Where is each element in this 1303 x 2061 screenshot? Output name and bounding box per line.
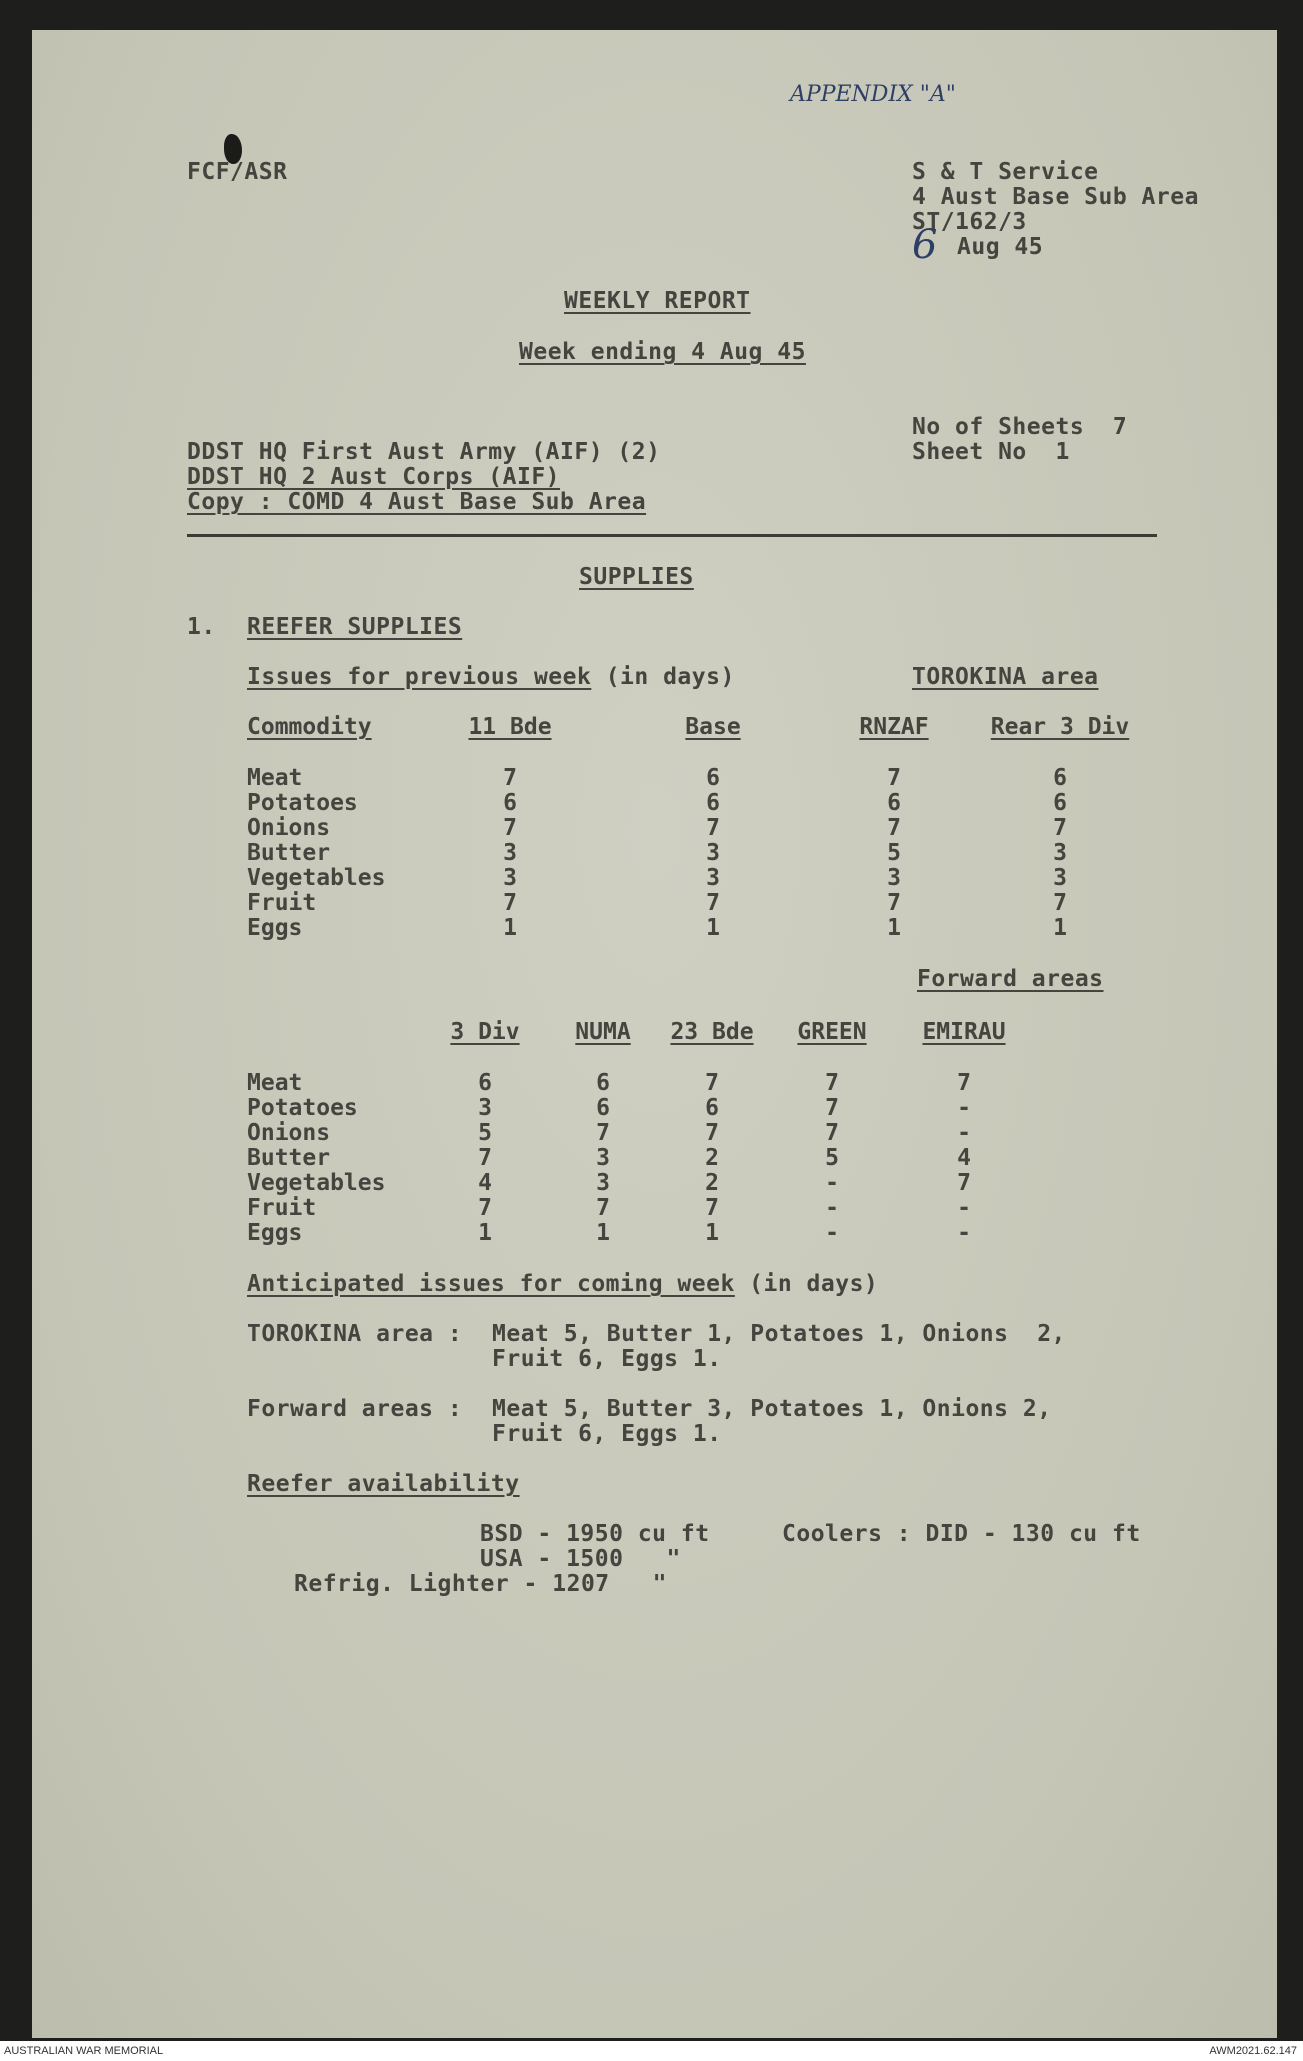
- table2-row-label: Potatoes: [247, 1095, 358, 1121]
- table1-cell: 3: [706, 865, 720, 891]
- table1-row-label: Butter: [247, 840, 331, 866]
- table2-cell: 6: [596, 1070, 610, 1096]
- table2-cell: 1: [596, 1220, 610, 1246]
- table2-cell: -: [825, 1170, 839, 1196]
- table1-header: Rear 3 Div: [990, 714, 1130, 740]
- table1-header: RNZAF: [859, 714, 929, 740]
- anticipated-heading-suffix: (in days): [734, 1271, 879, 1297]
- table2-row-label: Butter: [247, 1145, 331, 1171]
- table2-cell: 6: [478, 1070, 492, 1096]
- torokina-label: TOROKINA area :: [247, 1321, 463, 1347]
- table2-cell: 7: [957, 1170, 971, 1196]
- coolers-line: Coolers : DID - 130 cu ft: [782, 1521, 1141, 1547]
- table1-cell: 7: [887, 765, 901, 791]
- table1-cell: 1: [887, 915, 901, 941]
- header-area: 4 Aust Base Sub Area: [912, 184, 1199, 210]
- issues-heading-suffix: (in days): [591, 664, 735, 690]
- header-service: S & T Service: [912, 159, 1099, 185]
- table1-cell: 3: [503, 840, 517, 866]
- table1-header: 11 Bde: [468, 714, 552, 740]
- reefer-line: USA - 1500 ": [480, 1546, 681, 1572]
- sheet-count: No of Sheets 7: [912, 414, 1128, 440]
- table1-row-label: Meat: [247, 765, 303, 791]
- table1-cell: 1: [503, 915, 517, 941]
- table2-header: EMIRAU: [922, 1019, 1006, 1045]
- table2-cell: -: [957, 1195, 971, 1221]
- table2-cell: 5: [825, 1145, 839, 1171]
- table2-row-label: Eggs: [247, 1220, 303, 1246]
- table1-cell: 7: [503, 890, 517, 916]
- table2-cell: 4: [957, 1145, 971, 1171]
- header-file-ref: ST/162/3: [912, 209, 1027, 235]
- table2-cell: 2: [705, 1145, 719, 1171]
- table2-cell: 7: [705, 1195, 719, 1221]
- table2-cell: 5: [478, 1120, 492, 1146]
- forward-line: Meat 5, Butter 3, Potatoes 1, Onions 2,: [492, 1396, 1052, 1422]
- recipient-line: DDST HQ 2 Aust Corps (AIF): [187, 464, 561, 490]
- table2-header: NUMA: [575, 1019, 631, 1045]
- recipient-line: Copy : COMD 4 Aust Base Sub Area: [187, 489, 647, 515]
- table2-cell: -: [957, 1095, 971, 1121]
- week-ending: Week ending 4 Aug 45: [519, 339, 806, 365]
- table2-row-label: Meat: [247, 1070, 303, 1096]
- table1-cell: 3: [503, 865, 517, 891]
- table2-cell: 7: [478, 1145, 492, 1171]
- table2-cell: 2: [705, 1170, 719, 1196]
- table1-cell: 7: [706, 890, 720, 916]
- torokina-line: Meat 5, Butter 1, Potatoes 1, Onions 2,: [492, 1321, 1066, 1347]
- table2-cell: 7: [825, 1095, 839, 1121]
- table1-row-label: Eggs: [247, 915, 303, 941]
- header-date: Aug 45: [957, 234, 1044, 260]
- table1-cell: 6: [503, 790, 517, 816]
- reefer-line: Refrig. Lighter - 1207 ": [294, 1571, 668, 1597]
- forward-areas-heading: Forward areas: [917, 966, 1104, 992]
- table1-cell: 7: [1053, 815, 1067, 841]
- footer-left: AUSTRALIAN WAR MEMORIAL: [4, 2045, 164, 2057]
- table2-header: 23 Bde: [670, 1019, 754, 1045]
- item-number: 1.: [187, 614, 216, 640]
- table2-cell: 3: [596, 1145, 610, 1171]
- archive-footer: [0, 2041, 1303, 2061]
- table1-cell: 7: [887, 890, 901, 916]
- table2-cell: -: [825, 1220, 839, 1246]
- recipient-line: DDST HQ First Aust Army (AIF) (2): [187, 439, 661, 465]
- table2-cell: 4: [478, 1170, 492, 1196]
- table1-row-label: Vegetables: [247, 865, 386, 891]
- reefer-heading: Reefer availability: [247, 1471, 520, 1497]
- table1-row-label: Fruit: [247, 890, 317, 916]
- table2-header: 3 Div: [450, 1019, 520, 1045]
- table2-cell: 1: [478, 1220, 492, 1246]
- reefer-line: BSD - 1950 cu ft: [480, 1521, 710, 1547]
- forward-label: Forward areas :: [247, 1396, 463, 1422]
- handwritten-appendix: APPENDIX "A": [790, 82, 956, 107]
- table2-cell: -: [957, 1120, 971, 1146]
- anticipated-heading: [247, 1272, 878, 1297]
- table1-cell: 3: [706, 840, 720, 866]
- torokina-line: Fruit 6, Eggs 1.: [492, 1346, 722, 1372]
- section-title: SUPPLIES: [579, 564, 694, 590]
- table2-cell: 6: [705, 1095, 719, 1121]
- table1-cell: 6: [706, 765, 720, 791]
- table2-cell: 7: [825, 1070, 839, 1096]
- handwritten-day: 6: [912, 222, 938, 268]
- divider-rule: [187, 534, 1157, 537]
- table2-cell: 6: [596, 1095, 610, 1121]
- table2-row-label: Onions: [247, 1120, 331, 1146]
- table1-row-label: Potatoes: [247, 790, 358, 816]
- reference-left: FCF/ASR: [187, 159, 288, 185]
- table1-cell: 7: [503, 765, 517, 791]
- item-title: REEFER SUPPLIES: [247, 614, 463, 640]
- table2-cell: -: [957, 1220, 971, 1246]
- table2-header: GREEN: [797, 1019, 867, 1045]
- torokina-area-heading: TOROKINA area: [912, 664, 1099, 690]
- table1-cell: 5: [887, 840, 901, 866]
- table2-cell: 1: [705, 1220, 719, 1246]
- table1-cell: 7: [503, 815, 517, 841]
- table2-cell: 7: [957, 1070, 971, 1096]
- table2-cell: 7: [825, 1120, 839, 1146]
- table2-cell: 7: [596, 1195, 610, 1221]
- table2-cell: 3: [478, 1095, 492, 1121]
- table2-row-label: Vegetables: [247, 1170, 386, 1196]
- table1-cell: 7: [887, 815, 901, 841]
- table2-cell: 3: [596, 1170, 610, 1196]
- footer-right: AWM2021.62.147: [1209, 2045, 1297, 2057]
- table2-cell: 7: [705, 1120, 719, 1146]
- forward-line: Fruit 6, Eggs 1.: [492, 1421, 722, 1447]
- table1-cell: 3: [1053, 865, 1067, 891]
- anticipated-heading-main: Anticipated issues for coming week: [247, 1271, 735, 1297]
- table1-row-label: Onions: [247, 815, 331, 841]
- table1-cell: 6: [1053, 765, 1067, 791]
- table1-cell: 1: [1053, 915, 1067, 941]
- table1-header: Base: [685, 714, 741, 740]
- table2-cell: -: [825, 1195, 839, 1221]
- table1-cell: 1: [706, 915, 720, 941]
- table2-cell: 7: [478, 1195, 492, 1221]
- table1-cell: 6: [887, 790, 901, 816]
- table2-row-label: Fruit: [247, 1195, 317, 1221]
- table1-cell: 6: [1053, 790, 1067, 816]
- table1-cell: 7: [706, 815, 720, 841]
- issues-heading: [247, 665, 735, 690]
- sheet-number: Sheet No 1: [912, 439, 1070, 465]
- table1-cell: 3: [1053, 840, 1067, 866]
- table1-cell: 6: [706, 790, 720, 816]
- table1-header-commodity: Commodity: [247, 714, 372, 740]
- table1-cell: 3: [887, 865, 901, 891]
- table1-cell: 7: [1053, 890, 1067, 916]
- table2-cell: 7: [596, 1120, 610, 1146]
- document-page: [32, 30, 1277, 2038]
- table2-cell: 7: [705, 1070, 719, 1096]
- report-title: WEEKLY REPORT: [564, 288, 751, 314]
- issues-heading-main: Issues for previous week: [247, 664, 592, 690]
